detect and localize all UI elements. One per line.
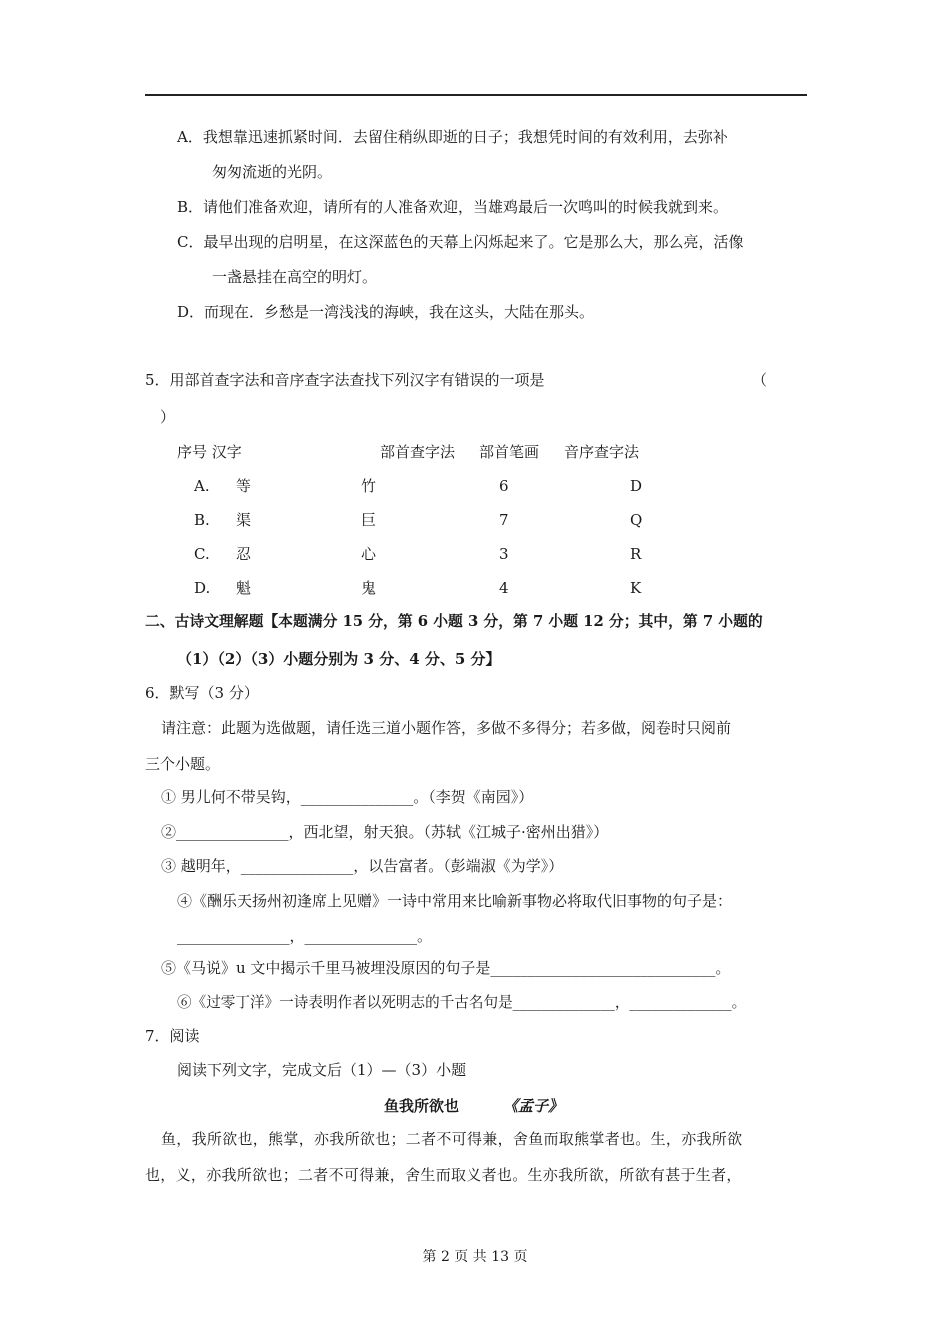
section2-heading-line2: （1）（2）（3）小题分别为 3 分、4 分、5 分】 [177, 650, 501, 668]
q7-title: 7．阅读 [145, 1027, 200, 1045]
section2-heading-line1: 二、古诗文理解题【本题满分 15 分，第 6 小题 3 分，第 7 小题 12 分；其中，第 7 小题的 [145, 613, 763, 630]
q6-item-4: ④《酬乐天扬州初逢席上见赠》一诗中常用来比喻新事物必将取代旧事物的句子是： [177, 892, 733, 910]
q6-item-4-answer: _______________，_______________。 [177, 927, 433, 945]
q5-row-char: 忍 [236, 545, 252, 563]
q5-row-strokes: 3 [499, 545, 509, 563]
q5-row-radical: 心 [361, 545, 377, 563]
passage-line1: 鱼，我所欲也，熊掌，亦我所欲也；二者不可得兼，舍鱼而取熊掌者也。生，亦我所欲 [161, 1130, 743, 1148]
q5-stem: 5．用部首查字法和音序查字法查找下列汉字有错误的一项是 [145, 371, 545, 389]
q5-header-radical: 部首查字法 [380, 443, 456, 461]
q7-instruction: 阅读下列文字，完成文后（1）—（3）小题 [177, 1061, 467, 1079]
q5-row-char: 等 [236, 477, 252, 495]
q5-row-strokes: 7 [499, 511, 509, 529]
q5-header-strokes: 部首笔画 [479, 443, 540, 461]
q4-option-c-line1: C．最早出现的启明星，在这深蓝色的天幕上闪烁起来了。它是那么大，那么亮，活像 [177, 233, 744, 251]
q5-row-radical: 巨 [361, 511, 377, 529]
q5-row-phonetic: D [630, 477, 643, 495]
q4-option-b: B．请他们准备欢迎，请所有的人准备欢迎，当雄鸡最后一次鸣叫的时候我就到来。 [177, 198, 729, 216]
q4-option-d: D．而现在．乡愁是一湾浅浅的海峡，我在这头，大陆在那头。 [177, 303, 595, 321]
q5-paren-open: （ [752, 371, 768, 389]
page-footer: 第 2 页 共 13 页 [422, 1249, 528, 1265]
q5-row-num: D. [194, 579, 211, 597]
q5-row-radical: 鬼 [361, 579, 377, 597]
q4-option-a-line1: A．我想靠迅速抓紧时间．去留住稍纵即逝的日子；我想凭时间的有效利用，去弥补 [177, 128, 728, 146]
q6-note-line2: 三个小题。 [145, 755, 221, 773]
q6-item-1: ① 男儿何不带吴钩，_______________。（李贺《南园》） [161, 788, 534, 806]
q5-header-num-char: 序号 汉字 [177, 443, 242, 461]
q5-row-num: B. [194, 511, 210, 529]
q4-option-c-line2: 一盏悬挂在高空的明灯。 [212, 268, 378, 286]
q5-row-strokes: 4 [499, 579, 509, 597]
q5-row-phonetic: Q [630, 511, 643, 529]
q5-row-phonetic: R [630, 545, 642, 563]
q5-row-strokes: 6 [499, 477, 509, 495]
q6-item-5: ⑤《马说》u 文中揭示千里马被埋没原因的句子是______________________________。 [161, 959, 731, 977]
q6-item-2: ②_______________，西北望，射天狼。（苏轼《江城子·密州出猎》） [161, 823, 609, 841]
q5-header-phonetic: 音序查字法 [564, 443, 640, 461]
q5-row-radical: 竹 [361, 477, 377, 495]
q6-note-line1: 请注意：此题为选做题，请任选三道小题作答，多做不多得分；若多做，阅卷时只阅前 [161, 719, 732, 737]
q4-option-a-line2: 匆匆流逝的光阴。 [212, 163, 333, 181]
q5-row-char: 魁 [236, 579, 252, 597]
q5-row-phonetic: K [630, 579, 642, 597]
passage-title: 鱼我所欲也 [384, 1097, 460, 1115]
q6-item-6: ⑥《过零丁洋》一诗表明作者以死明志的千古名句是______________，______________。 [177, 994, 747, 1011]
q5-row-char: 渠 [236, 511, 252, 529]
passage-author: 《孟子》 [503, 1097, 564, 1115]
q5-paren-close: ） [160, 408, 176, 426]
passage-line2: 也，义，亦我所欲也；二者不可得兼，舍生而取义者也。生亦我所欲，所欲有甚于生者， [145, 1166, 742, 1184]
header-rule [145, 94, 807, 96]
q6-item-3: ③ 越明年，_______________，以告富者。（彭端淑《为学》） [161, 857, 564, 875]
q5-row-num: C. [194, 545, 210, 563]
q5-row-num: A. [194, 477, 210, 495]
q6-title: 6．默写（3 分） [145, 684, 259, 702]
